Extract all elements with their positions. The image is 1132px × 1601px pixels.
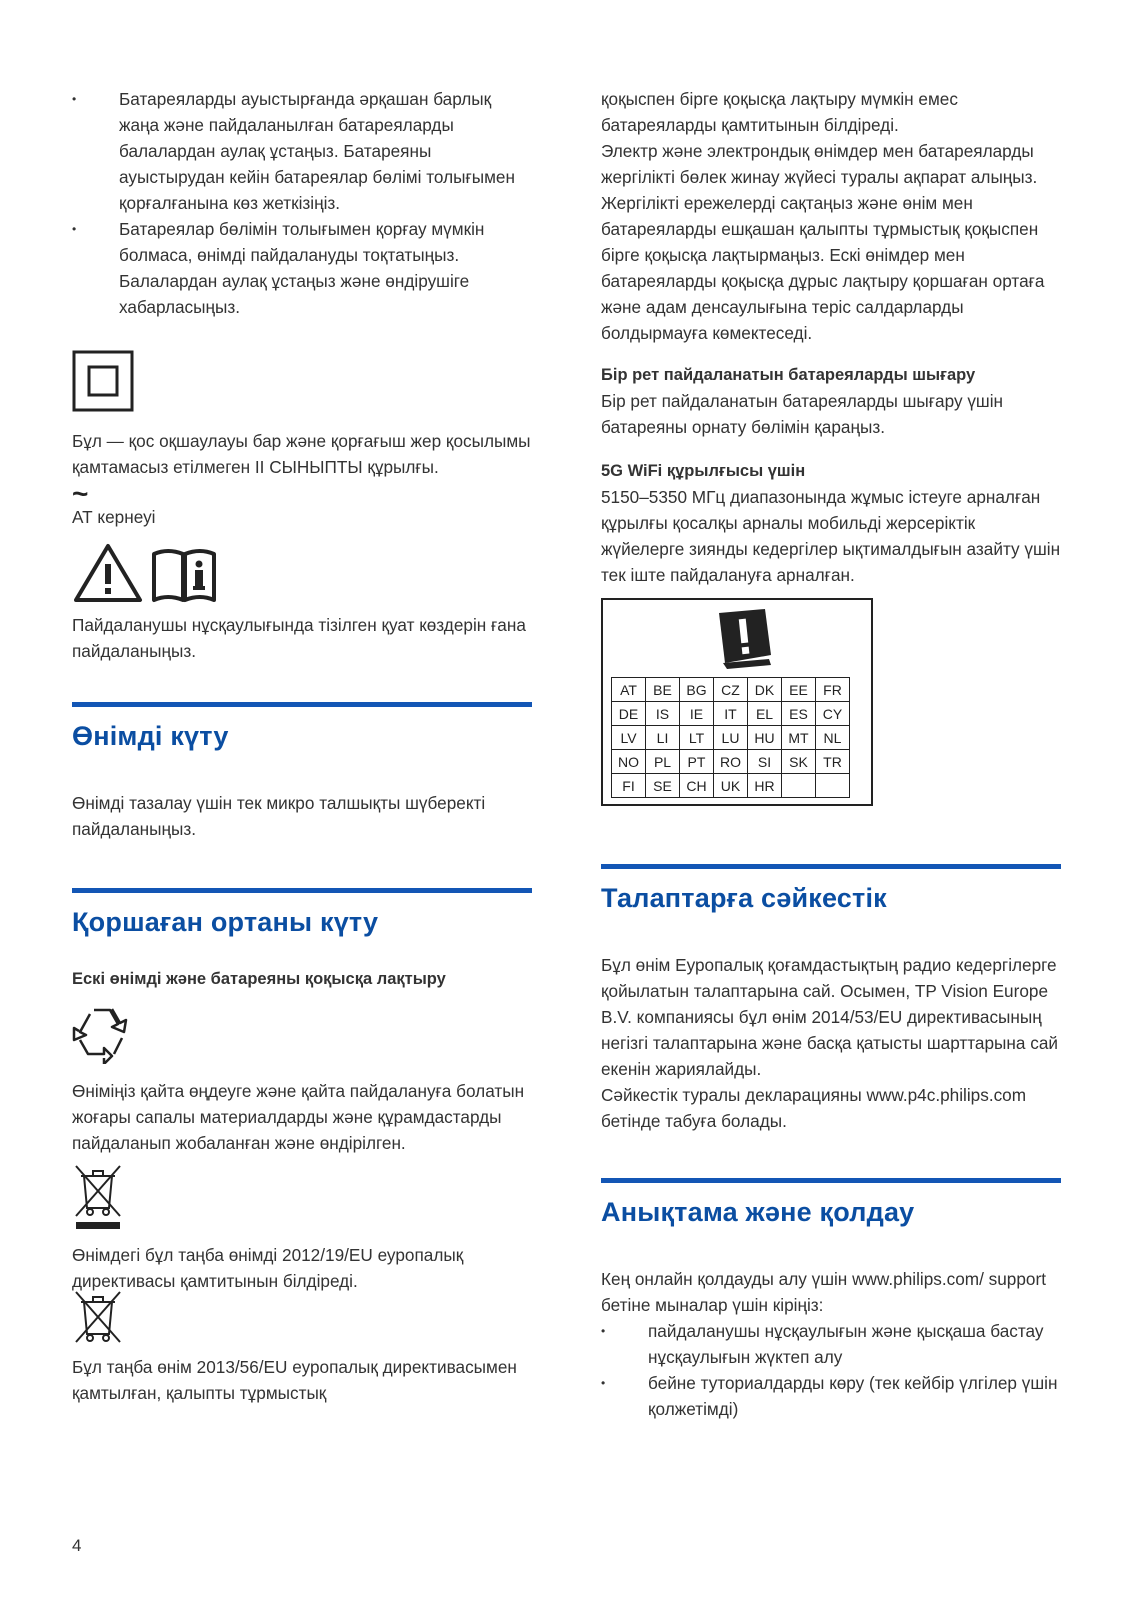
right-column (601, 86, 1061, 1422)
country-code: ES (782, 702, 816, 726)
country-code: DK (748, 678, 782, 702)
country-code: NO (612, 750, 646, 774)
section-rule (601, 864, 1061, 869)
declaration-text: Сәйкестік туралы декларацияны www.p4c.philips.com бетінде табуға болады. (601, 1085, 1027, 1131)
warning-icons (72, 542, 532, 604)
country-code: CY (816, 702, 850, 726)
left-column (72, 86, 532, 1406)
table-row (612, 774, 850, 798)
table-row (612, 678, 850, 702)
weee-bin-icon (72, 1162, 124, 1230)
country-code: BE (646, 678, 680, 702)
country-code: HU (748, 726, 782, 750)
country-code: LV (612, 726, 646, 750)
section-rule (72, 702, 532, 707)
country-code: PL (646, 750, 680, 774)
table-row (612, 726, 850, 750)
country-code: FI (612, 774, 646, 798)
support-text: Кең онлайн қолдауды алу үшін www.philips.com/ support бетіне мыналар үшін кіріңіз: (601, 1269, 1046, 1315)
weee-text: Өнімдегі бұл таңба өнімді 2012/19/EU еуропалық директивасы қамтитынын білдіреді. (72, 1245, 464, 1291)
country-code: EE (782, 678, 816, 702)
support-bullet-list (601, 1318, 1061, 1422)
table-row (612, 750, 850, 774)
section-title-product-care: Өнімді күту (72, 721, 229, 751)
country-code: EL (748, 702, 782, 726)
warning-triangle-icon (72, 542, 144, 604)
country-code: UK (714, 774, 748, 798)
list-item: • Батареялар бөлімін толығымен қорғау мүмкін болмаса, өнімді пайдалануды тоқтатыңыз. Балалардан аулақ ұстаңыз және өндірушіге хабарласыңыз. (72, 216, 532, 320)
restriction-warning-icon (611, 605, 863, 671)
product-care-text: Өнімді тазалау үшін тек микро талшықты шүберекті пайдаланыңыз. (72, 793, 486, 839)
country-code: CZ (714, 678, 748, 702)
country-code: HR (748, 774, 782, 798)
ac-symbol: ~ (72, 478, 89, 509)
country-code: MT (782, 726, 816, 750)
battery-bin-icon (72, 1288, 124, 1344)
recycle-icon (72, 1004, 132, 1064)
ac-voltage-text: АТ кернеуі (72, 507, 156, 527)
country-code: IT (714, 702, 748, 726)
list-item: • Батареяларды ауыстырғанда әрқашан барлық жаңа және пайдаланылған батареяларды балалардан аулақ ұстаңыз. Батареяны ауыстырудан кейін батареялар бөлімі толығымен қорғалғанына көз жеткізіңіз. (72, 86, 532, 216)
country-code: AT (612, 678, 646, 702)
wifi-5g-title: 5G WiFi құрылғысы үшін (601, 462, 806, 480)
local-collection-info: Электр және электрондық өнімдер мен батареяларды жергілікті бөлек жинау жүйесі туралы ақпарат алыңыз. Жергілікті ережелерді сақтаңыз және өнім мен батареяларды ешқашан қалыпты тұрмыстық қоқыспен бірге қоқысқа лақтырмаңыз. Ескі өнімдер мен батареяларды қоқысқа дұрыс лақтыру қоршаған ортаға және адам денсаулығына теріс салдарларды болдырмауға көмектеседі. (601, 141, 1045, 343)
battery-directive-text: Бұл таңба өнім 2013/56/EU еуропалық директивасымен қамтылған, қалыпты тұрмыстық (72, 1357, 517, 1403)
single-use-battery-text: Бір рет пайдаланатын батареяларды шығару үшін батареяны орнату бөлімін қараңыз. (601, 391, 1004, 437)
single-use-battery-title: Бір рет пайдаланатын батареяларды шығару (601, 366, 976, 384)
section-title-support: Анықтама және қолдау (601, 1197, 915, 1227)
battery-directive-continued: қоқыспен бірге қоқысқа лақтыру мүмкін емес батареяларды қамтитынын білдіреді. (601, 89, 958, 135)
country-code: FR (816, 678, 850, 702)
country-code (782, 774, 816, 798)
country-code: IS (646, 702, 680, 726)
class2-text: Бұл — қос оқшаулауы бар және қорғағыш жер қосылымы қамтамасыз етілмеген II СЫНЫПТЫ құрылғы. (72, 431, 531, 477)
compliance-text: Бұл өнім Еуропалық қоғамдастықтың радио кедергілерге қойылатын талаптарына сай. Осымен, TP Vision Europe B.V. компаниясы бұл өнім 2014/53/EU директивасының негізгі талаптарына және басқа қатысты шарттарына сай екенін жариялайды. (601, 955, 1058, 1079)
country-code: RO (714, 750, 748, 774)
country-code: SE (646, 774, 680, 798)
section-title-environment: Қоршаған ортаны күту (72, 907, 379, 937)
table-row (612, 702, 850, 726)
power-source-text: Пайдаланушы нұсқаулығында тізілген қуат көздерін ғана пайдаланыңыз. (72, 615, 526, 661)
section-title-compliance: Талаптарға сәйкестік (601, 883, 887, 913)
country-code: CH (680, 774, 714, 798)
disposal-subtitle: Ескі өнімді және батареяны қоқысқа лақтыру (72, 970, 446, 988)
wifi-5g-text: 5150–5350 МГц диапазонында жұмыс істеуге арналған құрылғы қосалқы арналы мобильді жерсеріктік жүйелерге зиянды кедергілер ықтималдығын азайту үшін тек іште пайдалануға арналған. (601, 487, 1061, 585)
class-ii-double-insulation-icon (72, 350, 134, 412)
country-code: DE (612, 702, 646, 726)
country-code: BG (680, 678, 714, 702)
battery-bullet-list (72, 86, 532, 320)
country-code: SI (748, 750, 782, 774)
country-code: IE (680, 702, 714, 726)
read-manual-icon (148, 542, 220, 604)
page-number: 4 (72, 1536, 82, 1555)
country-code: LT (680, 726, 714, 750)
section-rule (601, 1178, 1061, 1183)
country-code (816, 774, 850, 798)
recycle-text: Өніміңіз қайта өңдеуге және қайта пайдалануға болатын жоғары сапалы материалдарды және құрамдастарды пайдаланып жобаланған және өндірілген. (72, 1081, 525, 1153)
section-rule (72, 888, 532, 893)
country-code: SK (782, 750, 816, 774)
country-restriction-box (601, 598, 873, 806)
country-code: LI (646, 726, 680, 750)
list-item: • пайдаланушы нұсқаулығын және қысқаша бастау нұсқаулығын жүктеп алу (601, 1318, 1061, 1370)
country-code: PT (680, 750, 714, 774)
country-code: TR (816, 750, 850, 774)
list-item: • бейне туториалдарды көру (тек кейбір үлгілер үшін қолжетімді) (601, 1370, 1061, 1422)
country-code: NL (816, 726, 850, 750)
country-code: LU (714, 726, 748, 750)
country-code-table (611, 677, 850, 798)
